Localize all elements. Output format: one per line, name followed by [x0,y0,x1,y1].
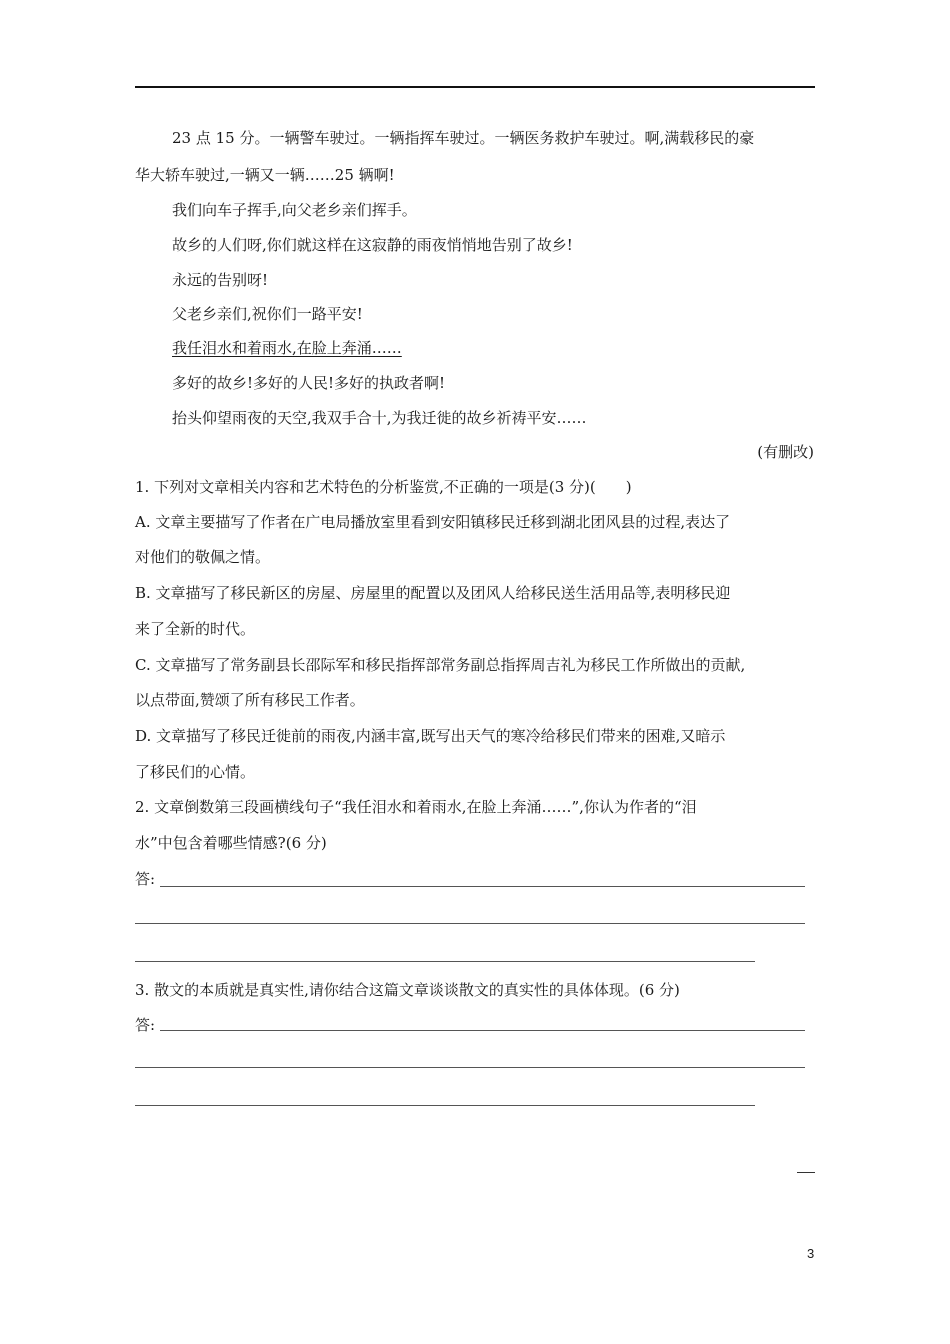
passage-p8: 抬头仰望雨夜的天空,我双手合十,为我迁徙的故乡祈祷平安…… [172,409,587,427]
q1-option-b-line1: B. 文章描写了移民新区的房屋、房屋里的配置以及团风人给移民送生活用品等,表明移民迎 [135,584,731,602]
passage-p5: 父老乡亲们,祝你们一路平安! [172,305,363,323]
q1-stem: 1. 下列对文章相关内容和艺术特色的分析鉴赏,不正确的一项是(3 分)( ) [135,478,632,496]
passage-p1-line1: 23 点 15 分。一辆警车驶过。一辆指挥车驶过。一辆医务救护车驶过。啊,满载移民的豪 [172,129,755,147]
q2-stem-line1: 2. 文章倒数第三段画横线句子“我任泪水和着雨水,在脸上奔涌……”,你认为作者的“泪 [135,798,697,816]
header-rule [135,86,815,88]
passage-p2: 我们向车子挥手,向父老乡亲们挥手。 [172,201,417,219]
passage-p3: 故乡的人们呀,你们就这样在这寂静的雨夜悄悄地告别了故乡! [172,236,573,254]
passage-p1-line2: 华大轿车驶过,一辆又一辆……25 辆啊! [135,166,395,184]
q1-option-b-line2: 来了全新的时代。 [135,620,256,638]
source-note: (有删改) [757,443,814,461]
passage-underlined-sentence: 我任泪水和着雨水,在脸上奔涌…… [172,339,402,357]
q3-answer-line-1[interactable] [160,1030,805,1031]
q3-stem: 3. 散文的本质就是真实性,请你结合这篇文章谈谈散文的真实性的具体体现。(6 分) [135,981,680,999]
q3-answer-label: 答: [135,1016,156,1034]
q1-option-d-line2: 了移民们的心情。 [135,763,256,781]
q1-option-a-line2: 对他们的敬佩之情。 [135,548,271,566]
passage-p7: 多好的故乡!多好的人民!多好的执政者啊! [172,374,446,392]
q1-option-d-line1: D. 文章描写了移民迁徙前的雨夜,内涵丰富,既写出天气的寒冷给移民们带来的困难,又暗示 [135,727,726,745]
q3-answer-line-3[interactable] [135,1105,755,1106]
passage-p4: 永远的告别呀! [172,271,269,289]
footer-dash [797,1172,815,1173]
q1-option-c-line2: 以点带面,赞颂了所有移民工作者。 [135,691,365,709]
q2-answer-label: 答: [135,870,156,888]
q2-answer-line-3[interactable] [135,961,755,962]
q1-option-a-line1: A. 文章主要描写了作者在广电局播放室里看到安阳镇移民迁移到湖北团风县的过程,表达了 [135,513,731,531]
q3-answer-line-2[interactable] [135,1067,805,1068]
page-number: 3 [807,1246,815,1261]
q2-answer-line-1[interactable] [160,886,805,887]
q2-stem-line2: 水”中包含着哪些情感?(6 分) [135,834,327,852]
q1-option-c-line1: C. 文章描写了常务副县长邵际军和移民指挥部常务副总指挥周吉礼为移民工作所做出的贡献, [135,656,746,674]
q2-answer-line-2[interactable] [135,923,805,924]
